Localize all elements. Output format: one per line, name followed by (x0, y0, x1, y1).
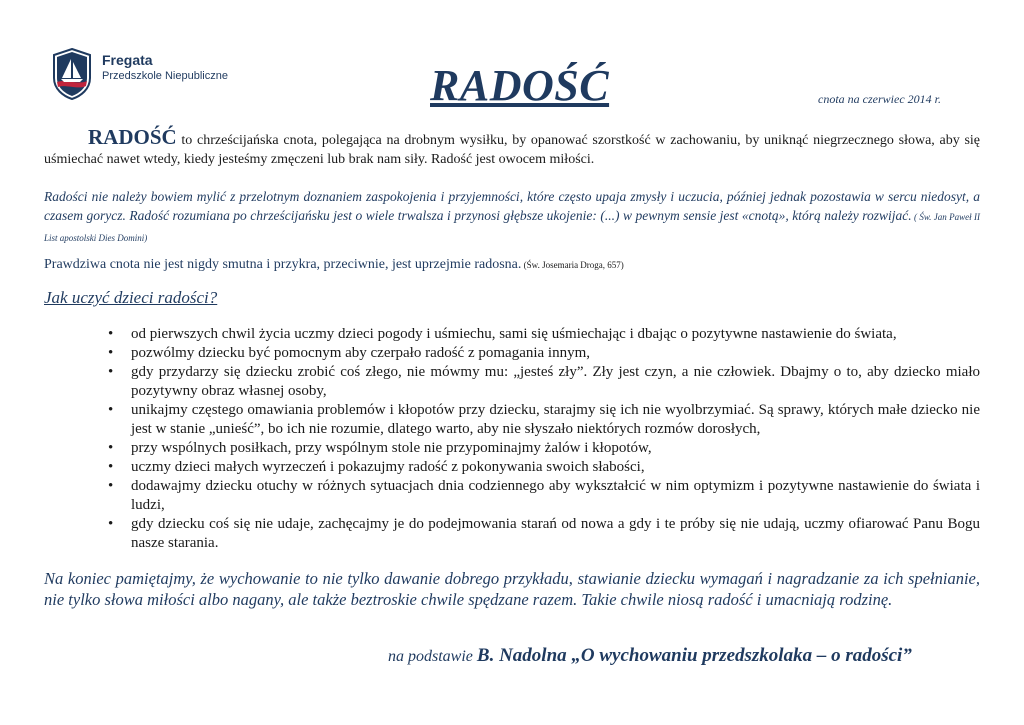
list-item: • gdy przydarzy się dziecku zrobić coś złego, nie mówmy mu: „jesteś zły”. Zły jest czyn, a nie człowiek. Dbajmy o to, aby dziecko miało pozytywny obraz własnej osoby, (104, 363, 980, 401)
list-item: • unikajmy częstego omawiania problemów i kłopotów przy dziecku, starajmy się ich nie wyolbrzymiać. Są sprawy, których małe dziecko nie jest w stanie „unieść”, bo ich nie rozumie, dlatego warto, aby nie słyszało niektórych rozmów dorosłych, (104, 401, 980, 439)
quote-paragraph-1 (44, 187, 980, 248)
closing-paragraph: Na koniec pamiętajmy, że wychowanie to nie tylko dawanie dobrego przykładu, stawianie dziecku wymagań i nagradzanie za ich spełnianie, nie tylko słowa miłości albo nagany, ale także beztroskie chwile spędzane razem. Takie chwile niosą radość i umacniają rodzinę. (44, 569, 980, 609)
section-heading: Jak uczyć dzieci radości? (44, 288, 218, 307)
tips-list (104, 325, 980, 553)
source-reference: B. Nadolna „O wychowaniu przedszkolaka – o radości” (476, 645, 912, 666)
intro-text: to chrześcijańska cnota, polegająca na drobnym wysiłku, by opanować szorstkość w zachowaniu, by uniknąć niegrzecznego słowa, aby się uśmiechać nawet wtedy, kiedy jesteśmy zmęczeni lub brak nam siły. Radość jest owocem miłości. (44, 133, 980, 167)
quote-paragraph-2 (44, 255, 980, 275)
list-item: • przy wspólnych posiłkach, przy wspólnym stole nie przypominajmy żalów i kłopotów, (104, 439, 980, 458)
intro-lead-word: RADOŚĆ (88, 125, 177, 149)
quote2-text: Prawdziwa cnota nie jest nigdy smutna i przykra, przeciwnie, jest uprzejmie radosna. (44, 257, 522, 272)
list-item: • pozwólmy dziecku być pomocnym aby czerpało radość z pomagania innym, (104, 344, 980, 363)
quote2-citation: (Św. Josemaria Droga, 657) (521, 260, 624, 270)
logo-subtitle: Przedszkole Niepubliczne (102, 70, 228, 82)
page-subtitle: cnota na czerwiec 2014 r. (818, 92, 941, 106)
page-title: RADOŚĆ (430, 61, 610, 110)
list-item: • dodawajmy dziecku otuchy w różnych sytuacjach dnia codziennego aby wykształcić w nim optymizm i pozytywne nastawienie do świata i ludzi, (104, 477, 980, 515)
shield-logo-icon (52, 48, 92, 100)
logo-name: Fregata (102, 52, 153, 68)
quote1-citation: ( Św. Jan Paweł II List apostolski Dies Domini) (44, 212, 981, 243)
list-item: • od pierwszych chwil życia uczmy dzieci pogody i uśmiechu, sami się uśmiechając i dbając o pozytywne nastawienie do świata, (104, 325, 980, 344)
intro-paragraph (44, 125, 980, 169)
source-prefix: na podstawie (388, 648, 477, 665)
list-item: • gdy dziecku coś się nie udaje, zachęcajmy je do podejmowania starań od nowa a gdy i te próby się nie udają, uczmy ofiarować Panu Bogu nasze starania. (104, 515, 980, 553)
quote1-text: Radości nie należy bowiem mylić z przelotnym doznaniem zaspokojenia i przyjemności, które często upaja zmysły i uczucia, później jednak pozostawia w sercu niedosyt, a czasem gorycz. Radość rozumiana po chrześcijańsku jest o wiele trwalsza i przynosi głębsze ukojenie: (...) w pewnym sensie jest «cnotą», którą należy rozwijać. (44, 189, 980, 223)
source-note (388, 645, 912, 667)
list-item: • uczmy dzieci małych wyrzeczeń i pokazujmy radość z pokonywania swoich słabości, (104, 458, 980, 477)
